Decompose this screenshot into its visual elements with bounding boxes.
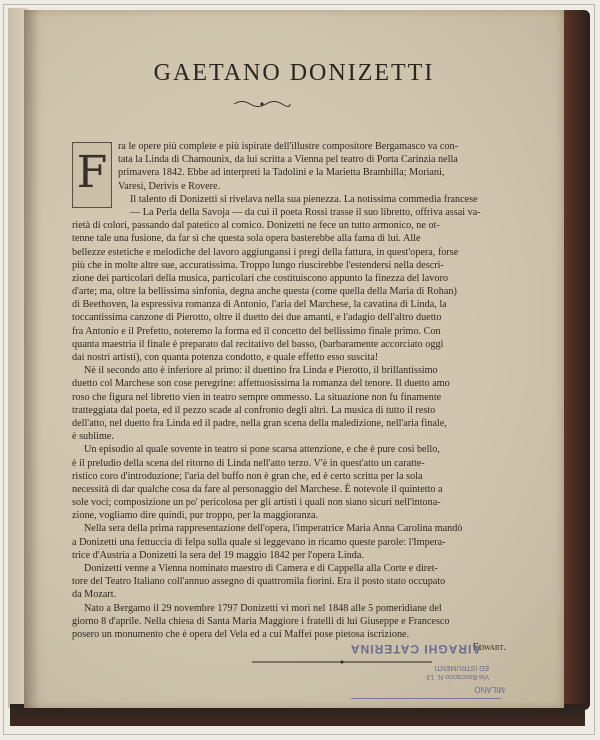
- text-line: più che in molte altre sue, accuratissima. Troppo lungo riuscirebbe l'estendersi nella descri-: [72, 259, 444, 271]
- dropcap-initial: F: [72, 142, 112, 208]
- text-line: tore del Teatro Italiano coll'annuo assegno di quattromila fiorini. Era il posto stato occupato: [72, 576, 446, 588]
- text-line: roso che figura nel libretto vien in teatro sempre ommesso. La situazione non fu finamente: [72, 391, 442, 403]
- article-body: [72, 140, 546, 654]
- book-page: [24, 10, 564, 708]
- text-line: Donizetti venne a Vienna nominato maestro di Camera e di Cappella alla Corte e diret-: [84, 563, 438, 574]
- stamp-city: MILANO: [474, 685, 505, 694]
- text-line: dai nostri artisti), con quanta potenza condotto, e quale effetto esso suscita!: [72, 352, 379, 363]
- stamp-line: ED ISTRUMENTI: [434, 664, 489, 671]
- text-line: sole voci; composizione un po' pericolosa per gli artisti i quali non siano sicuri nell'intona-: [72, 497, 441, 509]
- text-line: Varesi, Derivis e Rovere.: [118, 180, 221, 192]
- text-line: tenne tale una fusione, da far sì che questa sola opera basterebbe alla fama di lui. Alle: [72, 233, 421, 245]
- text-line: toccantissima canzone di Pierotto, oltre il duetto dei due amanti, e l'adagio dell'altro duetto: [72, 312, 442, 324]
- text-line: è sublime.: [72, 431, 114, 443]
- text-line: giorno 8 d'aprile. Nella chiesa di Santa Maria Maggiore i fratelli di lui Giuseppe e Francesco: [72, 615, 450, 627]
- signature: Edwart.: [472, 642, 506, 654]
- text-line: dell'atto, nel duetto fra Linda ed il padre, nella gran scena della maledizione, nell'aria finale,: [72, 417, 447, 429]
- text-line: bellezze estetiche e melodiche del lavoro aggiungansi i pregi della fattura, in quest'opera, forse: [72, 246, 459, 258]
- text-line: zione dei particolari della musica, particolari che costituiscono appunto la finezza del lavoro: [72, 272, 448, 284]
- text-line: necessità di dar qualche cosa da fare al personaggio del Marchese. È notevole il quintetto a: [72, 483, 443, 495]
- text-line: d'arte; ma, oltre la bellissima sinfonia, degna anche questa (come quella della Maria di Rohan): [72, 286, 457, 298]
- text-line: da Mozart.: [72, 589, 117, 601]
- gutter-shadow: [24, 10, 40, 708]
- stamp-address: Via Boccaccio N. 13: [426, 673, 489, 680]
- text-line: duetto col Marchese son cose peregrine: affettuosissima la romanza del tenore. Il duetto amo: [72, 378, 450, 390]
- stamp-rule: [351, 698, 501, 699]
- text-line: Il talento di Donizetti si rivelava nella sua pienezza. La notissima commedia francese: [130, 193, 478, 205]
- text-line: tata la Linda di Chamounix, da lui scritta a Vienna pel teatro di Porta Carinzia nella: [118, 154, 458, 166]
- text-line: a Donizetti una fettuccia di felpa sulla quale si leggevano in ricamo queste parole: l'Impera-: [72, 536, 446, 548]
- text-line: quanta maestria il finale è preparato dal recitativo del basso, (barbaramente accorciato oggi: [72, 338, 444, 350]
- text-line: fra Antonio e il Prefetto, noteremo la forma ed il concetto del bellissimo finale primo. Con: [72, 325, 441, 337]
- text-line: trice d'Austria a Donizetti la sera del 19 maggio 1842 per l'opera Linda.: [72, 549, 364, 561]
- text-line: tratteggiata dal poeta, ed il pezzo scade al confronto degli altri. La musica di tutto il resto: [72, 404, 436, 416]
- text-line: è il preludio della scena del ritorno di Linda nell'atto terzo. V'è in quest'atto un caratte-: [72, 457, 425, 469]
- text-line: Nè il secondo atto è inferiore al primo: il duettino fra Linda e Pierotto, il brillantissimo: [84, 365, 438, 377]
- text-line: ra le opere più complete e più ispirate dell'illustre compositore Bergamasco va con-: [118, 141, 458, 152]
- stamp-name: AIRAGHI CATERINA: [349, 642, 481, 656]
- page-title: GAETANO DONIZETTI: [153, 60, 435, 86]
- text-line: posero un monumento che è opera del Vela ed a cui Maffei pose pietosa iscrizione.: [72, 628, 410, 640]
- text-line: Nato a Bergamo il 29 novembre 1797 Donizetti vi morì nel 1848 alle 5 pomeridiane del: [84, 602, 442, 614]
- ornament-icon: [232, 99, 292, 109]
- text-line: di Beethoven, la espressiva romanza di Antonio, l'aria del Marchese, la cavatina di Linda, la: [72, 299, 447, 311]
- text-line: ristico coro d'introduzione; l'aria del buffo non è gran che, ed è certo scritta per la sola: [72, 470, 423, 482]
- library-stamp: [326, 630, 511, 702]
- text-lines: [72, 140, 546, 641]
- text-line: Un episodio al quale sovente in teatro si pone scarsa attenzione, e che è pure così bello,: [84, 444, 440, 456]
- text-line: primavera 1842. Ebbe ad interpreti la Tadolini e la Marietta Brambilla; Moriani,: [118, 167, 445, 179]
- text-line: Nella sera della prima rappresentazione dell'opera, l'imperatrice Maria Anna Carolina mandò: [84, 523, 463, 535]
- text-line: rietà di colori, passando dal patetico al comico. Donizetti ne fece un tutto armonico, ne ot-: [72, 220, 440, 232]
- text-line: — La Perla della Savoja — da cui il poeta Rossi trasse il suo libretto, offriva assai va-: [130, 206, 481, 218]
- text-line: zione, vogliamo dire quindi, pur troppo, per la maggioranza.: [72, 510, 319, 522]
